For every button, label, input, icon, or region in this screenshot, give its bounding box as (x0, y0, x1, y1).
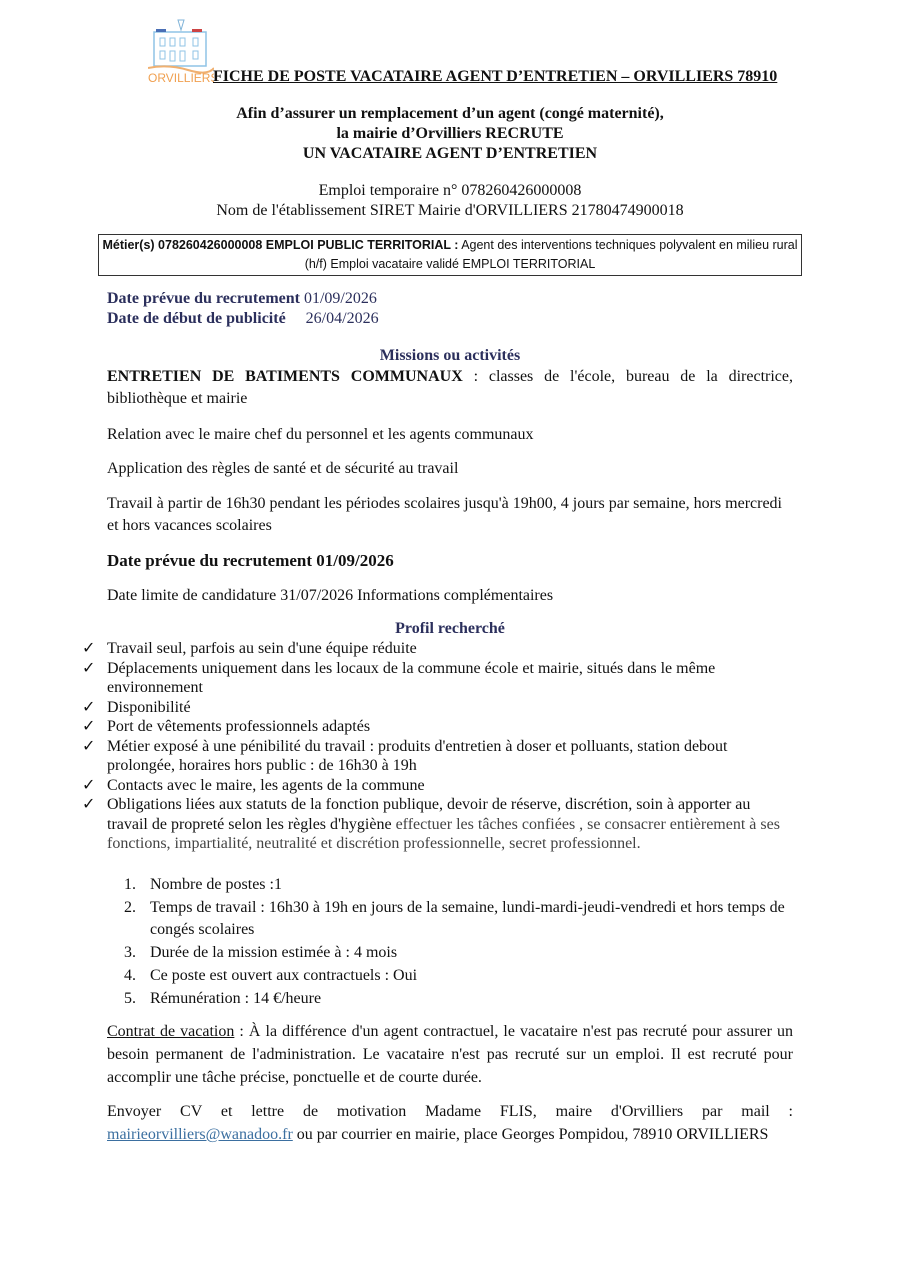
numbered-item: Ce poste est ouvert aux contractuels : Oui (150, 967, 418, 984)
entretien-text: : classes de l'école, bureau de la directrice, bibliothèque et mairie (107, 368, 793, 407)
siret-info: Nom de l'établissement SIRET Mairie d'ORVILLIERS 21780474900018 (216, 202, 684, 219)
missions-relation: Relation avec le maire chef du personnel et les agents communaux (107, 426, 534, 443)
missions-date-recrutement: Date prévue du recrutement 01/09/2026 (107, 551, 394, 570)
profil-item-extra: effectuer les tâches confiées , se consacrer entièrement à ses fonctions, impartialité, neutralité et discrétion professionnelle, secret professionnel. (107, 815, 780, 852)
checkmark-icon: ✓ (82, 718, 96, 735)
intro-line: UN VACATAIRE AGENT D’ENTRETIEN (302, 145, 598, 162)
list-number: 1. (124, 876, 136, 893)
numbered-item: Temps de travail : 16h30 à 19h en jours de la semaine, lundi-mardi-jeudi-vendredi et hors temps de congés scolaires (150, 899, 785, 938)
checkmark-icon: ✓ (82, 640, 96, 657)
contrat-paragraph (107, 1020, 793, 1089)
numbered-item: Nombre de postes :1 (150, 876, 282, 893)
numbered-list (124, 874, 795, 1010)
metier-label: Métier(s) 078260426000008 EMPLOI PUBLIC TERRITORIAL : (102, 238, 459, 252)
metier-box (98, 234, 802, 276)
missions-entretien (107, 366, 793, 410)
emploi-number: Emploi temporaire n° 078260426000008 (318, 182, 582, 199)
profil-item: Travail seul, parfois au sein d'une équipe réduite (107, 640, 417, 657)
profil-item: Port de vêtements professionnels adaptés (107, 718, 371, 735)
contrat-text: : À la différence d'un agent contractuel, le vacataire n'est pas recruté pour assurer un besoin permanent de l'administration. Le vacataire n'est pas recruté sur un emploi. Il est recruté pour accomplir une tâche précise, ponctuelle et de courte durée. (107, 1023, 793, 1086)
list-number: 2. (124, 899, 136, 916)
intro-line: la mairie d’Orvilliers RECRUTE (336, 125, 564, 142)
employment-info (0, 181, 900, 221)
intro (0, 104, 900, 164)
profil-item: Disponibilité (107, 698, 191, 716)
missions-date-limite: Date limite de candidature 31/07/2026 Informations complémentaires (107, 587, 554, 604)
recruitment-date-value: 01/09/2026 (303, 290, 377, 307)
profil-item: Contacts avec le maire, les agents de la commune (107, 776, 425, 794)
publicity-date-label: Date de début de publicité (107, 310, 286, 327)
profil-item: Obligations liées aux statuts de la fonction publique, devoir de réserve, discrétion, soin à apporter au travail de propreté selon les règles d'hygiène (107, 796, 751, 833)
missions-travail: Travail à partir de 16h30 pendant les périodes scolaires jusqu'à 19h00, 4 jours par semaine, hors mercredi et hors vacances scolaires (107, 495, 782, 534)
email-link[interactable]: mairieorvilliers@wanadoo.fr (107, 1126, 293, 1143)
checkmark-icon: ✓ (82, 776, 96, 794)
dates-block (107, 289, 793, 329)
checkmark-icon: ✓ (82, 737, 96, 755)
envoyer-text: Envoyer CV et lettre de motivation Madame FLIS, maire d'Orvilliers par mail : (107, 1103, 793, 1120)
missions-heading: Missions ou activités (379, 347, 521, 364)
svg-text:ORVILLIERS: ORVILLIERS (148, 71, 214, 85)
list-number: 3. (124, 944, 136, 961)
intro-line: Afin d’assurer un remplacement d’un agent (congé maternité), (236, 105, 664, 122)
checkmark-icon: ✓ (82, 796, 96, 813)
envoyer-address: ou par courrier en mairie, place Georges Pompidou, 78910 ORVILLIERS (292, 1126, 769, 1143)
metier-text: Agent des interventions techniques polyvalent en milieu rural (h/f) Emploi vacataire validé EMPLOI TERRITORIAL (304, 238, 798, 271)
page-title: FICHE DE POSTE VACATAIRE AGENT D’ENTRETIEN – ORVILLIERS 78910 (213, 68, 778, 85)
profil-item: Déplacements uniquement dans les locaux de la commune école et mairie, situés dans le même environnement (107, 659, 716, 696)
recruitment-date-label: Date prévue du recrutement (107, 290, 300, 307)
entretien-label: ENTRETIEN DE BATIMENTS COMMUNAUX (107, 368, 463, 385)
publicity-date-value: 26/04/2026 (305, 310, 379, 327)
checkmark-icon: ✓ (82, 659, 96, 677)
numbered-item: Rémunération : 14 €/heure (150, 990, 322, 1007)
profil-list (82, 639, 793, 854)
contrat-label: Contrat de vacation (107, 1023, 235, 1040)
numbered-item: Durée de la mission estimée à : 4 mois (150, 944, 398, 961)
missions-application: Application des règles de santé et de sécurité au travail (107, 460, 459, 477)
list-number: 4. (124, 967, 136, 984)
profil-heading: Profil recherché (395, 620, 505, 637)
checkmark-icon: ✓ (82, 698, 96, 716)
orvilliers-logo (148, 18, 214, 86)
envoyer-paragraph (107, 1100, 793, 1146)
list-number: 5. (124, 990, 136, 1007)
profil-item: Métier exposé à une pénibilité du travail : produits d'entretien à doser et polluants, station debout prolongée, horaires hors public : de 16h30 à 19h (107, 737, 728, 774)
